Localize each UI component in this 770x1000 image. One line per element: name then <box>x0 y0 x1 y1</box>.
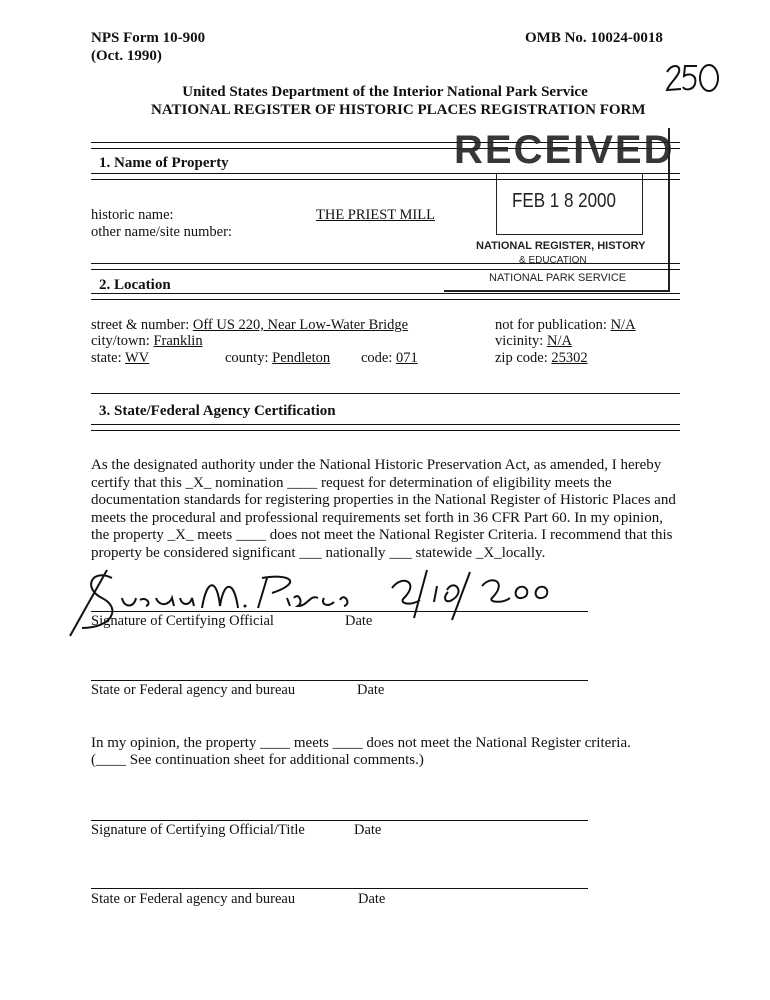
stamp-line-3: NATIONAL PARK SERVICE <box>489 272 627 284</box>
nfp-value: N/A <box>610 317 636 333</box>
section-divider <box>91 263 680 270</box>
signature-line <box>91 820 588 821</box>
code-value: 071 <box>396 350 418 366</box>
vicinity-label: vicinity: <box>495 333 544 349</box>
omb-number: OMB No. 10024-0018 <box>525 30 663 46</box>
opinion-line-1: In my opinion, the property ____ meets ____ does not meet the National Register criteria. <box>91 735 631 751</box>
signature-line <box>91 680 588 681</box>
zip-label: zip code: <box>495 350 548 366</box>
paragraph-line: As the designated authority under the National Historic Preservation Act, as amended, I hereby <box>91 457 662 473</box>
paragraph-line: meets the procedural and professional requirements set forth in 36 CFR Part 60. In my opinion, <box>91 509 663 526</box>
section2-heading: 2. Location <box>99 277 171 293</box>
paragraph-line: property be considered significant ___ nationally ___ statewide _X_locally. <box>91 544 546 561</box>
stamp-received-text: RECEIVED <box>454 128 675 172</box>
opinion-line-2: (____ See continuation sheet for additional comments.) <box>91 752 424 768</box>
county-label: county: <box>225 350 269 366</box>
form-number: NPS Form 10-900 <box>91 30 206 46</box>
agency-label: State or Federal agency and bureau <box>91 682 296 698</box>
signature-label: Signature of Certifying Official <box>91 613 274 629</box>
section-divider <box>91 393 680 394</box>
stamp-date: FEB 1 8 2000 <box>512 190 616 212</box>
date-label: Date <box>345 613 373 629</box>
stamp-line-2: & EDUCATION <box>519 255 587 266</box>
certification-paragraph <box>91 457 691 563</box>
handwritten-page-number <box>663 60 723 100</box>
agency-label: State or Federal agency and bureau <box>91 891 296 907</box>
street-value: Off US 220, Near Low-Water Bridge <box>192 317 409 333</box>
city-value: Franklin <box>153 333 203 349</box>
date-label: Date <box>358 891 386 907</box>
section-divider <box>91 424 680 431</box>
street-label: street & number: <box>91 317 190 333</box>
code-label: code: <box>361 350 393 366</box>
signature-line <box>91 888 588 889</box>
state-label: state: <box>91 350 122 366</box>
historic-name-label: historic name: <box>91 207 174 223</box>
nfp-label: not for publication: <box>495 317 607 333</box>
paragraph-line: documentation standards for registering properties in the National Register of Historic Places and <box>91 492 676 509</box>
stamp-line-1: NATIONAL REGISTER, HISTORY <box>476 240 646 252</box>
date-label: Date <box>357 682 385 698</box>
zip-value: 25302 <box>551 350 588 366</box>
date-label: Date <box>354 822 382 838</box>
paragraph-line: certify that this _X_ nomination ____ request for determination of eligibility meets the <box>91 474 612 491</box>
form-title: NATIONAL REGISTER OF HISTORIC PLACES REGISTRATION FORM <box>151 102 646 118</box>
paragraph-line: the property _X_ meets ____ does not meet the National Register Criteria. I recommend that this <box>91 527 673 544</box>
city-label: city/town: <box>91 333 150 349</box>
section-divider <box>91 293 680 300</box>
vicinity-value: N/A <box>546 333 572 349</box>
section1-heading: 1. Name of Property <box>99 155 229 171</box>
other-name-label: other name/site number: <box>91 224 232 240</box>
form-date: (Oct. 1990) <box>91 48 162 64</box>
historic-name-value: THE PRIEST MILL <box>316 207 435 223</box>
state-value: WV <box>124 350 150 366</box>
signature-title-label: Signature of Certifying Official/Title <box>91 822 305 838</box>
department-line: United States Department of the Interior National Park Service <box>182 84 588 100</box>
signature-line <box>91 611 588 612</box>
county-value: Pendleton <box>272 350 331 366</box>
section3-heading: 3. State/Federal Agency Certification <box>99 403 336 419</box>
